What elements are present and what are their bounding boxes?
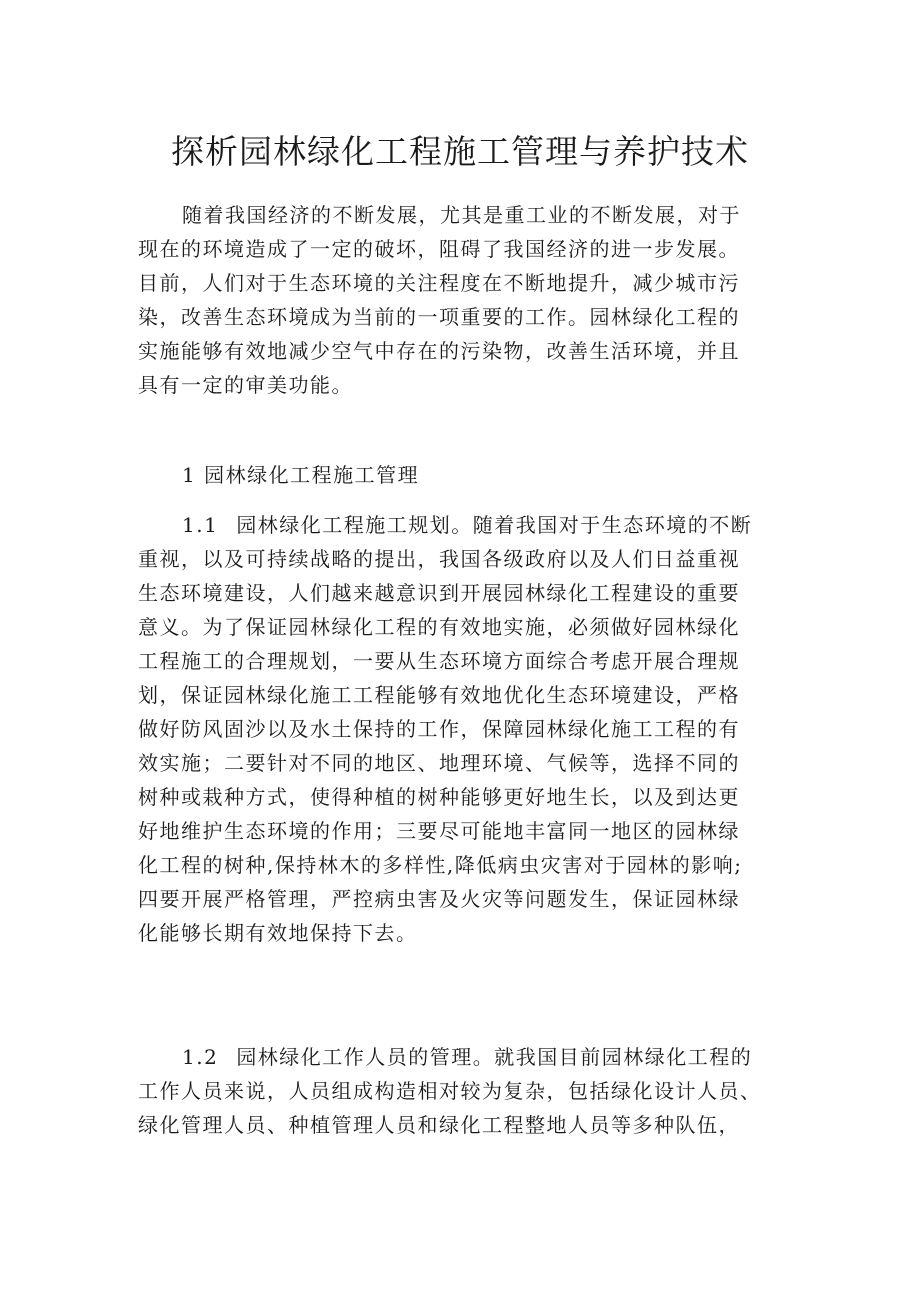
- paragraph-line: 目前，人们对于生态环境的关注程度在不断地提升，减少城市污: [138, 271, 740, 295]
- paragraph-1-1: [138, 508, 798, 950]
- section-heading: 1 园林绿化工程施工管理: [182, 463, 420, 487]
- paragraph-1-2: [138, 1040, 798, 1142]
- paragraph-line: 做好防风固沙以及水土保持的工作，保障园林绿化施工工程的有: [138, 717, 740, 741]
- paragraph-first-line: [138, 508, 798, 542]
- paragraph-first-line: [138, 1040, 798, 1074]
- paragraph-line: 生态环境建设，人们越来越意识到开展园林绿化工程建设的重要: [138, 581, 740, 605]
- paragraph-line: 化能够长期有效地保持下去。: [138, 921, 418, 945]
- paragraph-line: 工程施工的合理规划，一要从生态环境方面综合考虑开展合理规: [138, 649, 740, 673]
- paragraph-line: 染，改善生态环境成为当前的一项重要的工作。园林绿化工程的: [138, 305, 740, 329]
- intro-paragraph: [138, 198, 798, 402]
- paragraph-line: 具有一定的审美功能。: [138, 373, 353, 397]
- paragraph-line: 四要开展严格管理，严控病虫害及火灾等问题发生，保证园林绿: [138, 887, 740, 911]
- paragraph-number: 1.2: [182, 1045, 219, 1069]
- paragraph-line: 化工程的树种,保持林木的多样性,降低病虫灾害对于园林的影响;: [138, 853, 743, 877]
- paragraph-line: 工作人员来说，人员组成构造相对较为复杂，包括绿化设计人员、: [138, 1079, 762, 1103]
- paragraph-line: 好地维护生态环境的作用；三要尽可能地丰富同一地区的园林绿: [138, 819, 740, 843]
- paragraph-text: 园林绿化工程施工规划。随着我国对于生态环境的不断: [236, 513, 753, 537]
- paragraph-line: 划，保证园林绿化施工工程能够有效地优化生态环境建设，严格: [138, 683, 740, 707]
- paragraph-line: 现在的环境造成了一定的破坏，阻碍了我国经济的进一步发展。: [138, 237, 740, 261]
- paragraph-line: 重视，以及可持续战略的提出，我国各级政府以及人们日益重视: [138, 547, 740, 571]
- document-title: 探析园林绿化工程施工管理与养护技术: [171, 132, 749, 171]
- paragraph-line: 效实施；二要针对不同的地区、地理环境、气候等，选择不同的: [138, 751, 740, 775]
- paragraph-line: 意义。为了保证园林绿化工程的有效地实施，必须做好园林绿化: [138, 615, 740, 639]
- paragraph-line: 随着我国经济的不断发展，尤其是重工业的不断发展，对于: [182, 203, 741, 227]
- paragraph-number: 1.1: [182, 513, 219, 537]
- paragraph-line: 树种或栽种方式，使得种植的树种能够更好地生长，以及到达更: [138, 785, 740, 809]
- paragraph-line: 实施能够有效地减少空气中存在的污染物，改善生活环境，并且: [138, 339, 740, 363]
- paragraph-line: 绿化管理人员、种植管理人员和绿化工程整地人员等多种队伍，: [138, 1113, 740, 1137]
- paragraph-text: 园林绿化工作人员的管理。就我国目前园林绿化工程的: [236, 1045, 753, 1069]
